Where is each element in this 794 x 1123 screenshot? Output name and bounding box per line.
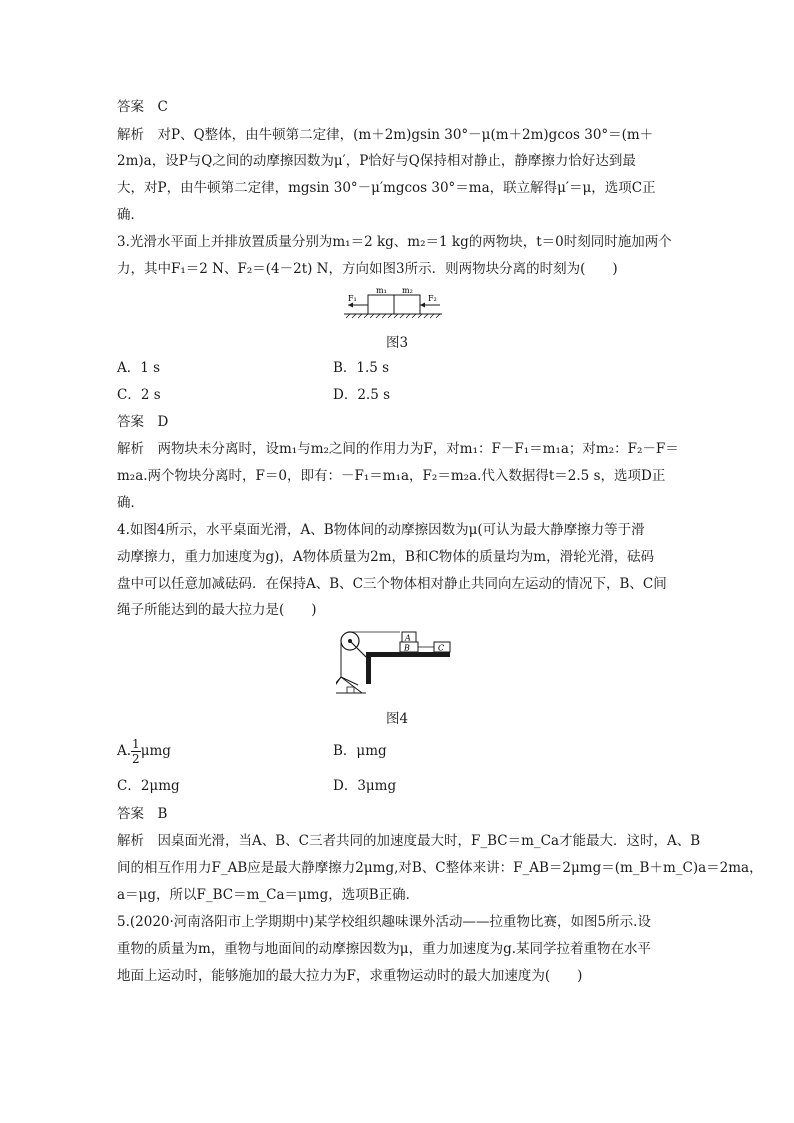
q3-option-a: A．1 s	[117, 360, 161, 376]
q2-analysis-line: 2m)a，设P与Q之间的动摩擦因数为μ′，P恰好与Q保持相对静止，静摩擦力恰好达到最	[117, 153, 636, 169]
label-b: B	[404, 643, 410, 653]
q4-option-a-prefix: A.	[117, 743, 132, 759]
q2-analysis-line: 大，对P，由牛顿第二定律，mgsin 30°－μ′mgcos 30°＝ma，联立解得μ′＝μ，选项C正	[117, 180, 656, 196]
q4-analysis-line: 间的相互作用力F_AB应是最大静摩擦力2μmg,对B、C整体来讲：F_AB＝2μmg＝(m_B＋m_C)a＝2ma，	[117, 860, 763, 876]
q3-option-b: B．1.5 s	[333, 360, 390, 376]
label-m1: m₁	[376, 286, 387, 295]
q3-stem-line: 3.光滑水平面上并排放置质量分别为m₁＝2 kg、m₂＝1 kg的两物块，t＝0时刻同时施加两个	[117, 234, 672, 250]
q4-stem-line: 盘中可以任意加减砝码．在保持A、B、C三个物体相对静止共同向左运动的情况下，B、C间	[117, 576, 667, 592]
block-m1	[368, 295, 394, 314]
q4-answer: 答案 B	[117, 806, 168, 822]
q4-option-a	[117, 737, 171, 766]
label-f2: F₂	[428, 294, 437, 303]
q4-stem-line: 动摩擦力，重力加速度为g)，A物体质量为2m，B和C物体的质量均为m，滑轮光滑，砝码	[117, 549, 655, 565]
ground-hatch	[346, 314, 440, 318]
fraction-denominator: 2	[132, 752, 140, 766]
q4-option-b: B．μmg	[333, 743, 387, 759]
q3-option-c: C．2 s	[117, 387, 161, 403]
table-leg	[366, 652, 371, 684]
force-f2-arrowhead	[420, 303, 425, 308]
q4-stem-line: 4.如图4所示，水平桌面光滑，A、B物体间的动摩擦因数为μ(可认为最大静摩擦力等于滑	[117, 522, 645, 538]
q3-analysis-line: 解析 两物块未分离时，设m₁与m₂之间的作用力为F，对m₁：F－F₁＝m₁a；对m₂：F₂－F＝	[117, 441, 679, 457]
figure-4-caption: 图4	[386, 711, 409, 727]
q4-stem-line: 绳子所能达到的最大拉力是( )	[117, 602, 317, 618]
figure-3-caption: 图3	[386, 335, 409, 351]
q4-analysis-line: a＝μg，所以F_BC＝m_Ca＝μmg，选项B正确．	[117, 887, 420, 903]
figure-4-diagram	[336, 627, 458, 699]
q2-answer: 答案 C	[117, 99, 168, 115]
force-f1-arrowhead	[348, 303, 353, 308]
fraction-numerator: 1	[132, 737, 140, 751]
q4-option-c: C．2μmg	[117, 778, 180, 794]
q2-analysis-line: 确．	[117, 207, 144, 223]
table-top	[366, 652, 450, 657]
q3-answer: 答案 D	[117, 414, 169, 430]
label-a: A	[405, 633, 411, 643]
q4-option-a-rest: μmg	[140, 743, 171, 759]
q3-analysis-line: 确．	[117, 495, 144, 511]
fraction	[131, 737, 141, 766]
q5-stem-line: 地面上运动时，能够施加的最大拉力为F，求重物运动时的最大加速度为( )	[117, 968, 583, 984]
label-c: C	[438, 643, 445, 653]
q2-analysis-line: 解析 对P、Q整体，由牛顿第二定律，(m＋2m)gsin 30°－μ(m＋2m)gcos 30°＝(m＋	[117, 127, 654, 143]
q3-analysis-line: m₂a.两个物块分离时，F＝0，即有：－F₁＝m₁a，F₂＝m₂a.代入数据得t＝2.5 s，选项D正	[117, 468, 666, 484]
q5-stem-line: 重物的质量为m，重物与地面间的动摩擦因数为μ，重力加速度为g.某同学拉着重物在水平	[117, 941, 652, 957]
q4-option-d: D．3μmg	[333, 778, 397, 794]
q4-analysis-line: 解析 因桌面光滑，当A、B、C三者共同的加速度最大时，F_BC＝m_Ca才能最大．这时，A、B	[117, 833, 701, 849]
q3-option-d: D．2.5 s	[333, 387, 391, 403]
q3-stem-line: 力，其中F₁＝2 N、F₂＝(4－2t) N，方向如图3所示．则两物块分离的时刻为( )	[117, 261, 618, 277]
q5-stem-line: 5.(2020·河南洛阳市上学期期中)某学校组织趣味课外活动——拉重物比赛，如图5所示.设	[117, 914, 651, 930]
figure-3-diagram	[338, 283, 448, 327]
weight-block	[347, 687, 354, 693]
block-m2	[394, 295, 420, 314]
label-f1: F₁	[348, 294, 357, 303]
label-m2: m₂	[402, 286, 413, 295]
